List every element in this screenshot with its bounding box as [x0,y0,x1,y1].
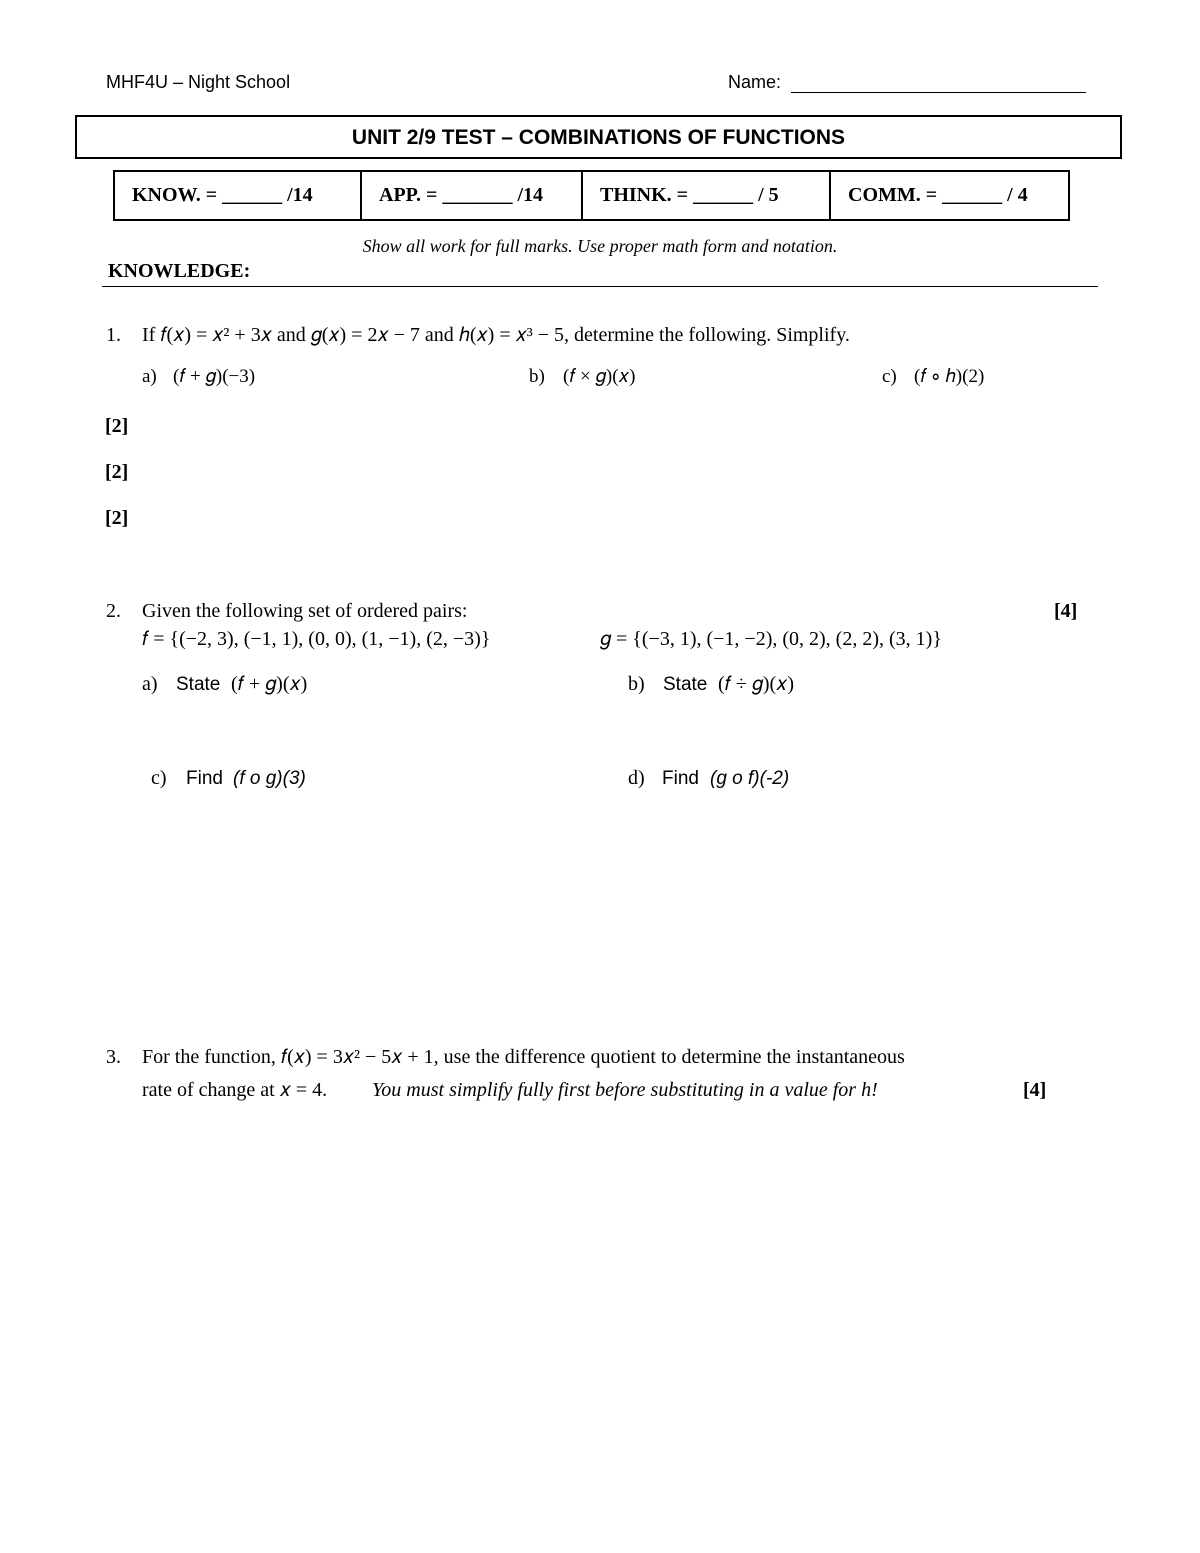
q3-mark: [4] [1023,1079,1047,1101]
q2b-text: State [663,674,708,695]
q3-line2-prefix: rate of change at 𝑥 = 4. [142,1079,328,1101]
q2-number: 2. [106,600,121,622]
q2-mark: [4] [1054,600,1078,622]
instructions: Show all work for full marks. Use proper math form and notation. [362,236,838,256]
q1b-label: b) [529,366,545,387]
q1a-label: a) [142,366,157,387]
q1c-expr: (𝑓 ∘ ℎ)(2) [914,366,985,387]
q2d-expr: (g o f)(-2) [710,768,790,789]
name-blank-line [791,92,1086,93]
score-app: APP. = _______ /14 [362,172,583,219]
q1a-mark: [2] [105,415,129,437]
q1a-expr: (𝑓 + 𝑔)(−3) [173,366,256,387]
q1b-mark: [2] [105,461,129,483]
title-box [75,115,1122,159]
q2c-label: c) [151,767,167,789]
q3-number: 3. [106,1046,121,1068]
test-title: UNIT 2/9 TEST – COMBINATIONS OF FUNCTIONS [351,126,846,149]
course-label: MHF4U – Night School [106,72,291,92]
q3-line1: For the function, 𝑓(𝑥) = 3𝑥² − 5𝑥 + 1, use the difference quotient to determine the instantaneous [142,1046,905,1068]
q2c-expr: (f o g)(3) [233,768,306,789]
q3-line2-italic: You must simplify fully first before substituting in a value for h! [372,1079,878,1101]
q1-number: 1. [106,324,121,346]
q2d-label: d) [628,767,645,789]
name-label: Name: [728,72,782,92]
q2a-expr: (𝑓 + 𝑔)(𝑥) [231,673,308,695]
section-heading: KNOWLEDGE: [108,260,251,282]
q1-stem: If 𝑓(𝑥) = 𝑥² + 3𝑥 and 𝑔(𝑥) = 2𝑥 − 7 and ℎ(𝑥) = 𝑥³ − 5, determine the following. Simplify. [142,324,850,346]
q2-stem: Given the following set of ordered pairs: [142,600,468,622]
score-know: KNOW. = ______ /14 [115,172,362,219]
score-think: THINK. = ______ / 5 [583,172,831,219]
q2c-text: Find [186,768,223,789]
score-table [113,170,1070,221]
q2b-expr: (𝑓 ÷ 𝑔)(𝑥) [718,673,794,695]
q1c-mark: [2] [105,507,129,529]
q2-g-set: 𝑔 = {(−3, 1), (−1, −2), (0, 2), (2, 2), (3, 1)} [600,628,942,650]
q2b-label: b) [628,673,645,695]
q2-f-set: 𝑓 = {(−2, 3), (−1, 1), (0, 0), (1, −1), (2, −3)} [142,628,491,650]
q1b-expr: (𝑓 × 𝑔)(𝑥) [563,366,636,387]
q1c-label: c) [882,366,897,387]
q2a-text: State [176,674,221,695]
q2a-label: a) [142,673,158,695]
score-comm: COMM. = ______ / 4 [848,184,1028,206]
section-divider [102,286,1098,287]
q2d-text: Find [662,768,699,789]
